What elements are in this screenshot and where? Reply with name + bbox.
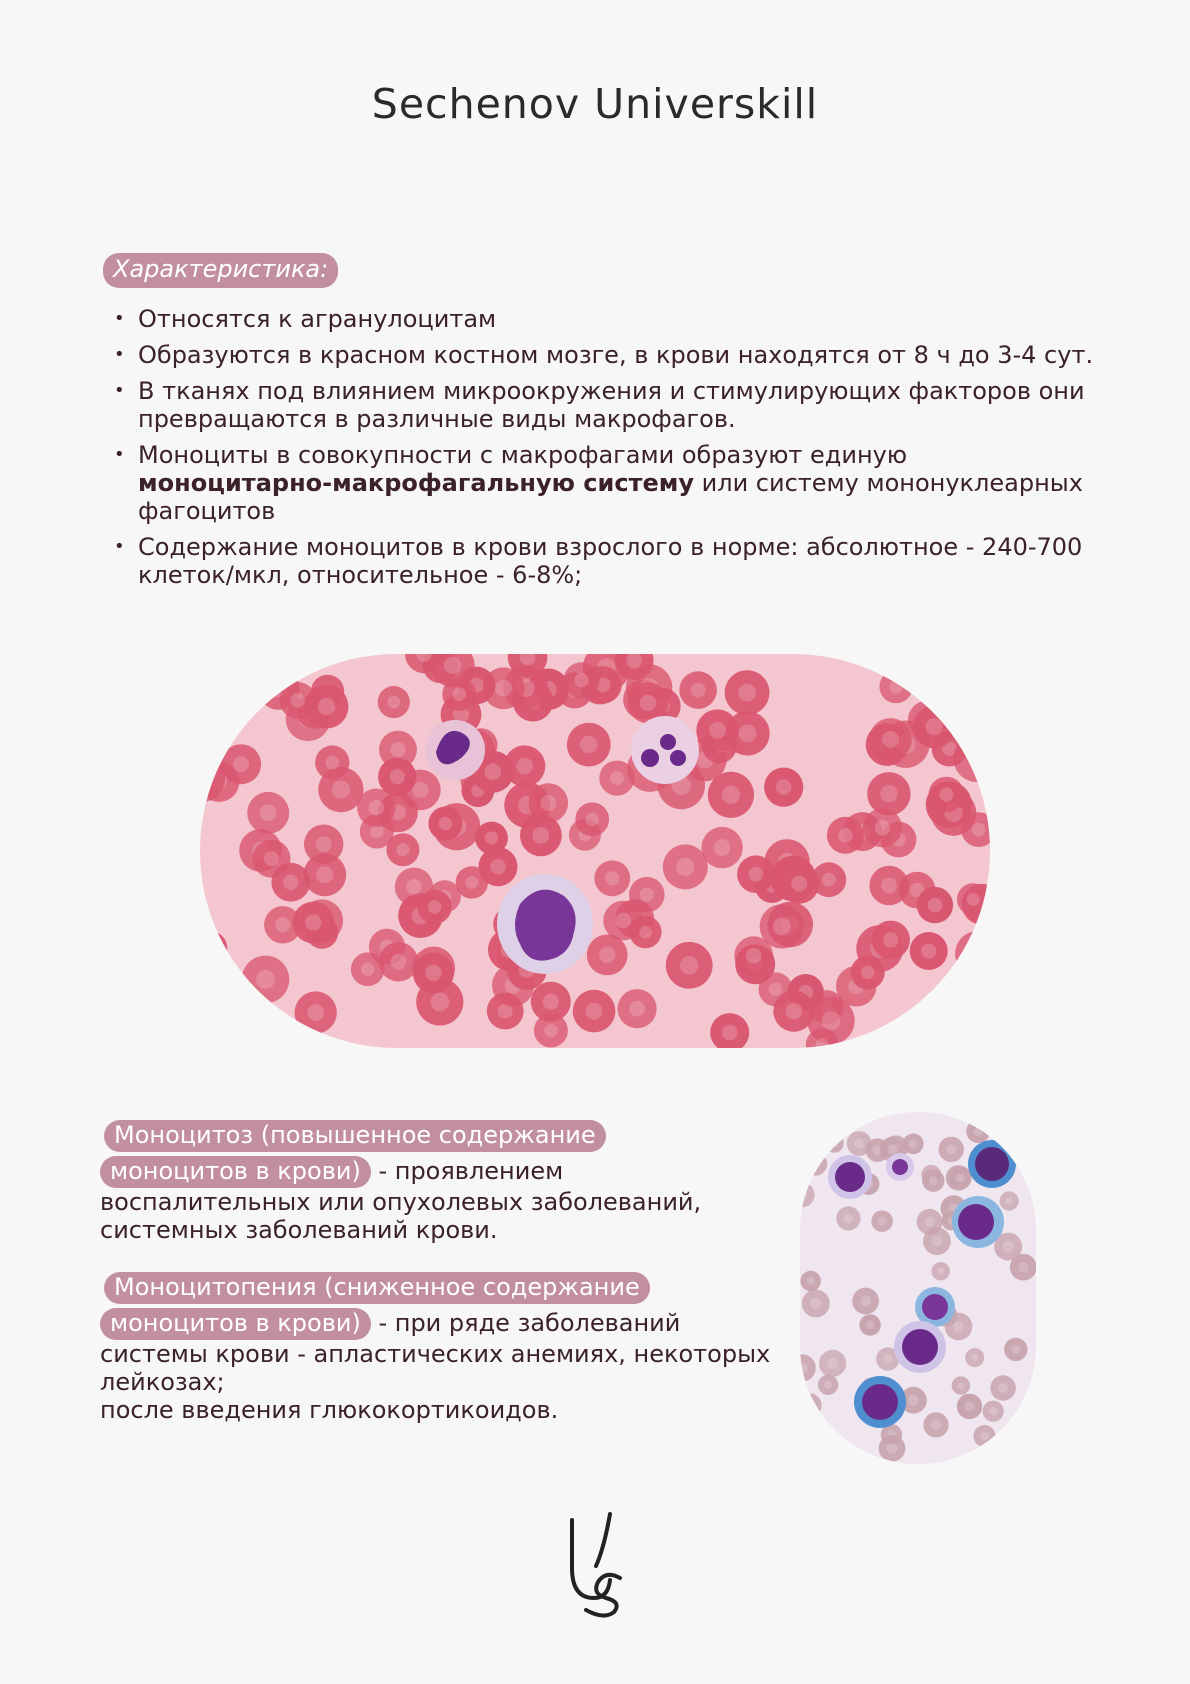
erythrocyte-center <box>233 756 249 772</box>
erythrocyte-center <box>709 722 726 739</box>
erythrocyte-center <box>430 993 449 1012</box>
monocytosis-term: Моноцитоз (повышенное содержание <box>104 1120 606 1152</box>
erythrocyte-center <box>861 966 875 980</box>
erythrocyte-center <box>396 843 409 856</box>
erythrocyte-center <box>937 681 953 697</box>
neutrophil-cell <box>631 716 699 784</box>
erythrocyte-center <box>290 693 305 708</box>
erythrocyte-center <box>937 1268 944 1275</box>
erythrocyte-center <box>543 994 559 1010</box>
erythrocyte <box>203 659 240 696</box>
erythrocyte-center <box>887 1443 898 1454</box>
erythrocyte <box>222 1007 257 1042</box>
erythrocyte <box>825 1134 844 1153</box>
erythrocyte-center <box>391 954 407 970</box>
erythrocyte-center <box>967 893 980 906</box>
erythrocyte-center <box>256 970 275 989</box>
erythrocyte-center <box>200 654 215 670</box>
erythrocyte-center <box>824 1381 832 1389</box>
erythrocyte-center <box>275 917 290 932</box>
erythrocyte-center <box>680 956 699 975</box>
erythrocyte-center <box>444 657 461 674</box>
erythrocyte-center <box>748 867 763 882</box>
erythrocyte-center <box>252 1030 268 1046</box>
erythrocyte-center <box>332 781 350 799</box>
erythrocyte-center <box>860 1296 871 1307</box>
erythrocyte-center <box>968 749 987 768</box>
erythrocyte-center <box>283 875 298 890</box>
erythrocyte <box>200 668 228 716</box>
erythrocyte <box>212 669 247 704</box>
erythrocyte-center <box>989 1407 998 1416</box>
monocytosis-paragraph <box>100 1120 780 1244</box>
list-item: • Содержание моноцитов в крови взрослого в норме: абсолютное - 240-700 клеток/мкл, относительное - 6-8%; <box>114 533 1083 589</box>
characteristics-list <box>110 305 1100 597</box>
erythrocyte-center <box>599 947 615 963</box>
erythrocyte-center <box>746 948 762 964</box>
page-title: Sechenov Universkill <box>371 80 819 128</box>
erythrocyte <box>971 654 991 678</box>
erythrocyte-center <box>807 1277 815 1285</box>
erythrocyte-center <box>722 786 741 805</box>
erythrocyte-center <box>605 871 619 885</box>
erythrocyte <box>200 654 227 682</box>
erythrocyte-center <box>714 839 731 856</box>
erythrocyte-center <box>580 736 597 753</box>
erythrocyte-center <box>485 831 498 844</box>
erythrocyte-center <box>264 851 279 866</box>
erythrocyte-center <box>200 769 211 788</box>
erythrocyte-center <box>928 898 943 913</box>
erythrocyte-center <box>200 726 211 743</box>
erythrocyte-center <box>586 813 599 826</box>
erythrocyte-center <box>640 695 656 711</box>
blood-smear-micrograph <box>200 654 990 1048</box>
erythrocyte-center <box>495 680 512 697</box>
erythrocyte-center <box>972 823 986 837</box>
erythrocyte-center <box>887 1144 897 1154</box>
erythrocyte-center <box>214 670 229 685</box>
erythrocyte-center <box>1018 1262 1029 1273</box>
erythrocyte-center <box>484 763 501 780</box>
erythrocyte-center <box>318 698 335 715</box>
erythrocyte-center <box>439 817 453 831</box>
erythrocyte-center <box>200 979 209 993</box>
erythrocyte-center <box>1005 1197 1013 1205</box>
erythrocyte-center <box>307 1004 324 1021</box>
erythrocyte-center <box>889 680 902 693</box>
erythrocyte-center <box>948 654 963 664</box>
erythrocyte-center <box>883 932 898 947</box>
erythrocyte-center <box>909 1140 917 1148</box>
erythrocyte-center <box>260 805 277 822</box>
monocytosis-term-line2: моноцитов в крови) <box>100 1156 371 1188</box>
erythrocyte-center <box>361 963 374 976</box>
monocytopenia-paragraph <box>100 1272 780 1424</box>
erythrocyte <box>938 654 974 675</box>
erythrocyte-center <box>946 1144 956 1154</box>
list-item: • Относятся к агранулоцитам <box>114 305 497 333</box>
characteristics-heading: Характеристика: <box>103 253 338 288</box>
bullet-icon: • <box>114 444 125 465</box>
erythrocyte <box>800 1403 816 1431</box>
erythrocyte-center <box>1011 1345 1020 1354</box>
erythrocyte-center <box>203 941 217 955</box>
lymphocyte-cell <box>425 720 485 780</box>
erythrocyte-center <box>964 1401 974 1411</box>
erythrocyte-center <box>939 787 953 801</box>
monocytopenia-term: Моноцитопения (сниженное содержание <box>104 1272 650 1304</box>
bullet-icon: • <box>114 308 125 329</box>
erythrocyte-center <box>822 873 836 887</box>
erythrocyte-center <box>465 876 478 889</box>
monocytopenia-description: - при ряде заболеваний системы крови - апластических анемиях, некоторых лейкозах; <box>100 1309 771 1396</box>
erythrocyte-center <box>931 1420 941 1430</box>
erythrocyte-center <box>827 1358 838 1369</box>
universkill-monogram-logo <box>550 1508 640 1618</box>
erythrocyte-center <box>953 1321 964 1332</box>
erythrocyte-center <box>834 1454 841 1461</box>
list-item: • Образуются в красном костном мозге, в крови находятся от 8 ч до 3-4 сут. <box>114 341 1094 369</box>
erythrocyte-center <box>586 1003 603 1020</box>
erythrocyte-center <box>223 679 237 693</box>
erythrocyte-center <box>233 1017 247 1031</box>
erythrocyte-center <box>316 836 332 852</box>
erythrocyte-center <box>878 1217 887 1226</box>
erythrocyte-center <box>791 876 807 892</box>
erythrocyte <box>200 968 220 1003</box>
erythrocyte-center <box>516 758 533 775</box>
erythrocyte-center <box>925 1217 935 1227</box>
erythrocyte-center <box>882 731 899 748</box>
erythrocyte-center <box>956 995 972 1011</box>
erythrocyte-center <box>971 1354 979 1362</box>
erythrocyte-center <box>980 1432 989 1441</box>
erythrocyte-center <box>817 1430 825 1438</box>
monocytopenia-term-line2: моноцитов в крови) <box>100 1308 371 1340</box>
erythrocyte <box>925 669 965 709</box>
bullet-icon: • <box>114 344 125 365</box>
erythrocyte <box>200 684 233 727</box>
erythrocyte-center <box>544 1024 558 1038</box>
erythrocyte-center <box>866 1321 875 1330</box>
erythrocyte-center <box>540 795 556 811</box>
erythrocyte <box>240 1018 279 1048</box>
erythrocyte-center <box>854 1139 864 1149</box>
erythrocyte-center <box>629 1001 645 1017</box>
erythrocyte-center <box>738 684 756 702</box>
erythrocyte-center <box>838 828 853 843</box>
erythrocyte-center <box>452 687 466 701</box>
blood-smear-image <box>200 654 990 1048</box>
erythrocyte-center <box>926 718 943 735</box>
monocytopenia-description-2: после введения глюкокортикоидов. <box>100 1396 559 1424</box>
erythrocyte-center <box>908 1395 919 1406</box>
erythrocyte-center <box>844 1214 854 1224</box>
erythrocyte <box>804 1152 827 1175</box>
erythrocyte-center <box>739 725 757 743</box>
erythrocyte-center <box>769 983 783 997</box>
erythrocyte-center <box>722 1025 738 1041</box>
erythrocyte-center <box>921 943 936 958</box>
erythrocyte-center <box>610 771 624 785</box>
erythrocyte-center <box>998 1383 1008 1393</box>
monocyte-cell <box>497 874 593 974</box>
erythrocyte-center <box>390 769 405 784</box>
erythrocyte-center <box>305 914 322 931</box>
erythrocyte-center <box>316 866 333 883</box>
erythrocyte-center <box>428 900 442 914</box>
erythrocyte-center <box>880 785 897 802</box>
erythrocyte-center <box>369 800 384 815</box>
list-item: • Моноциты в совокупности с макрофагами образуют единую моноцитарно-макрофагальную систему или систему мононуклеарных фагоцитов <box>114 441 1083 525</box>
erythrocyte <box>829 1448 848 1464</box>
bullet-icon: • <box>114 380 125 401</box>
erythrocyte-center <box>811 1159 820 1168</box>
emphasis-text: моноцитарно-макрофагальную систему <box>138 469 694 497</box>
erythrocyte-center <box>956 1173 965 1182</box>
erythrocyte-center <box>931 1236 942 1247</box>
erythrocyte-center <box>973 1127 982 1136</box>
erythrocyte-center <box>831 1140 839 1148</box>
erythrocyte-center <box>883 1354 892 1363</box>
erythrocyte-center <box>957 1382 964 1389</box>
bullet-icon: • <box>114 536 125 557</box>
list-item: • В тканях под влиянием микроокружения и стимулирующих факторов они превращаются в различные виды макрофагов. <box>114 377 1085 433</box>
erythrocyte-center <box>810 1298 821 1309</box>
erythrocyte-center <box>881 878 897 894</box>
erythrocyte-center <box>203 697 220 714</box>
erythrocyte-center <box>982 654 990 667</box>
erythrocyte-center <box>574 673 588 687</box>
erythrocyte-center <box>640 888 654 902</box>
monocyte-smear-image <box>800 1112 1036 1464</box>
erythrocyte-center <box>200 682 214 701</box>
erythrocyte-center <box>804 1401 814 1411</box>
erythrocyte-center <box>691 683 706 698</box>
erythrocyte-center <box>615 913 631 929</box>
erythrocyte-center <box>773 918 791 936</box>
monocytosis-description: - проявлением воспалительных или опухолевых заболеваний, системных заболеваний крови. <box>100 1157 702 1244</box>
erythrocyte <box>812 1424 831 1443</box>
erythrocyte <box>200 713 224 756</box>
erythrocyte-center <box>676 858 694 876</box>
erythrocyte-center <box>490 859 506 875</box>
erythrocyte-center <box>929 1176 938 1185</box>
erythrocyte-center <box>533 827 550 844</box>
erythrocyte-center <box>776 779 792 795</box>
erythrocyte-center <box>325 756 339 770</box>
erythrocyte-center <box>969 945 987 963</box>
monocyte-micrograph <box>800 1112 1036 1464</box>
erythrocyte-center <box>875 820 891 836</box>
erythrocyte-center <box>390 742 405 757</box>
erythrocyte-center <box>425 965 441 981</box>
erythrocyte-center <box>786 1003 802 1019</box>
erythrocyte-center <box>800 1411 807 1422</box>
erythrocyte-center <box>406 879 421 894</box>
erythrocyte-center <box>387 696 400 709</box>
erythrocyte-center <box>822 1011 841 1030</box>
erythrocyte-center <box>1003 1241 1014 1252</box>
logo-icon <box>550 1508 640 1618</box>
erythrocyte <box>944 983 983 1022</box>
